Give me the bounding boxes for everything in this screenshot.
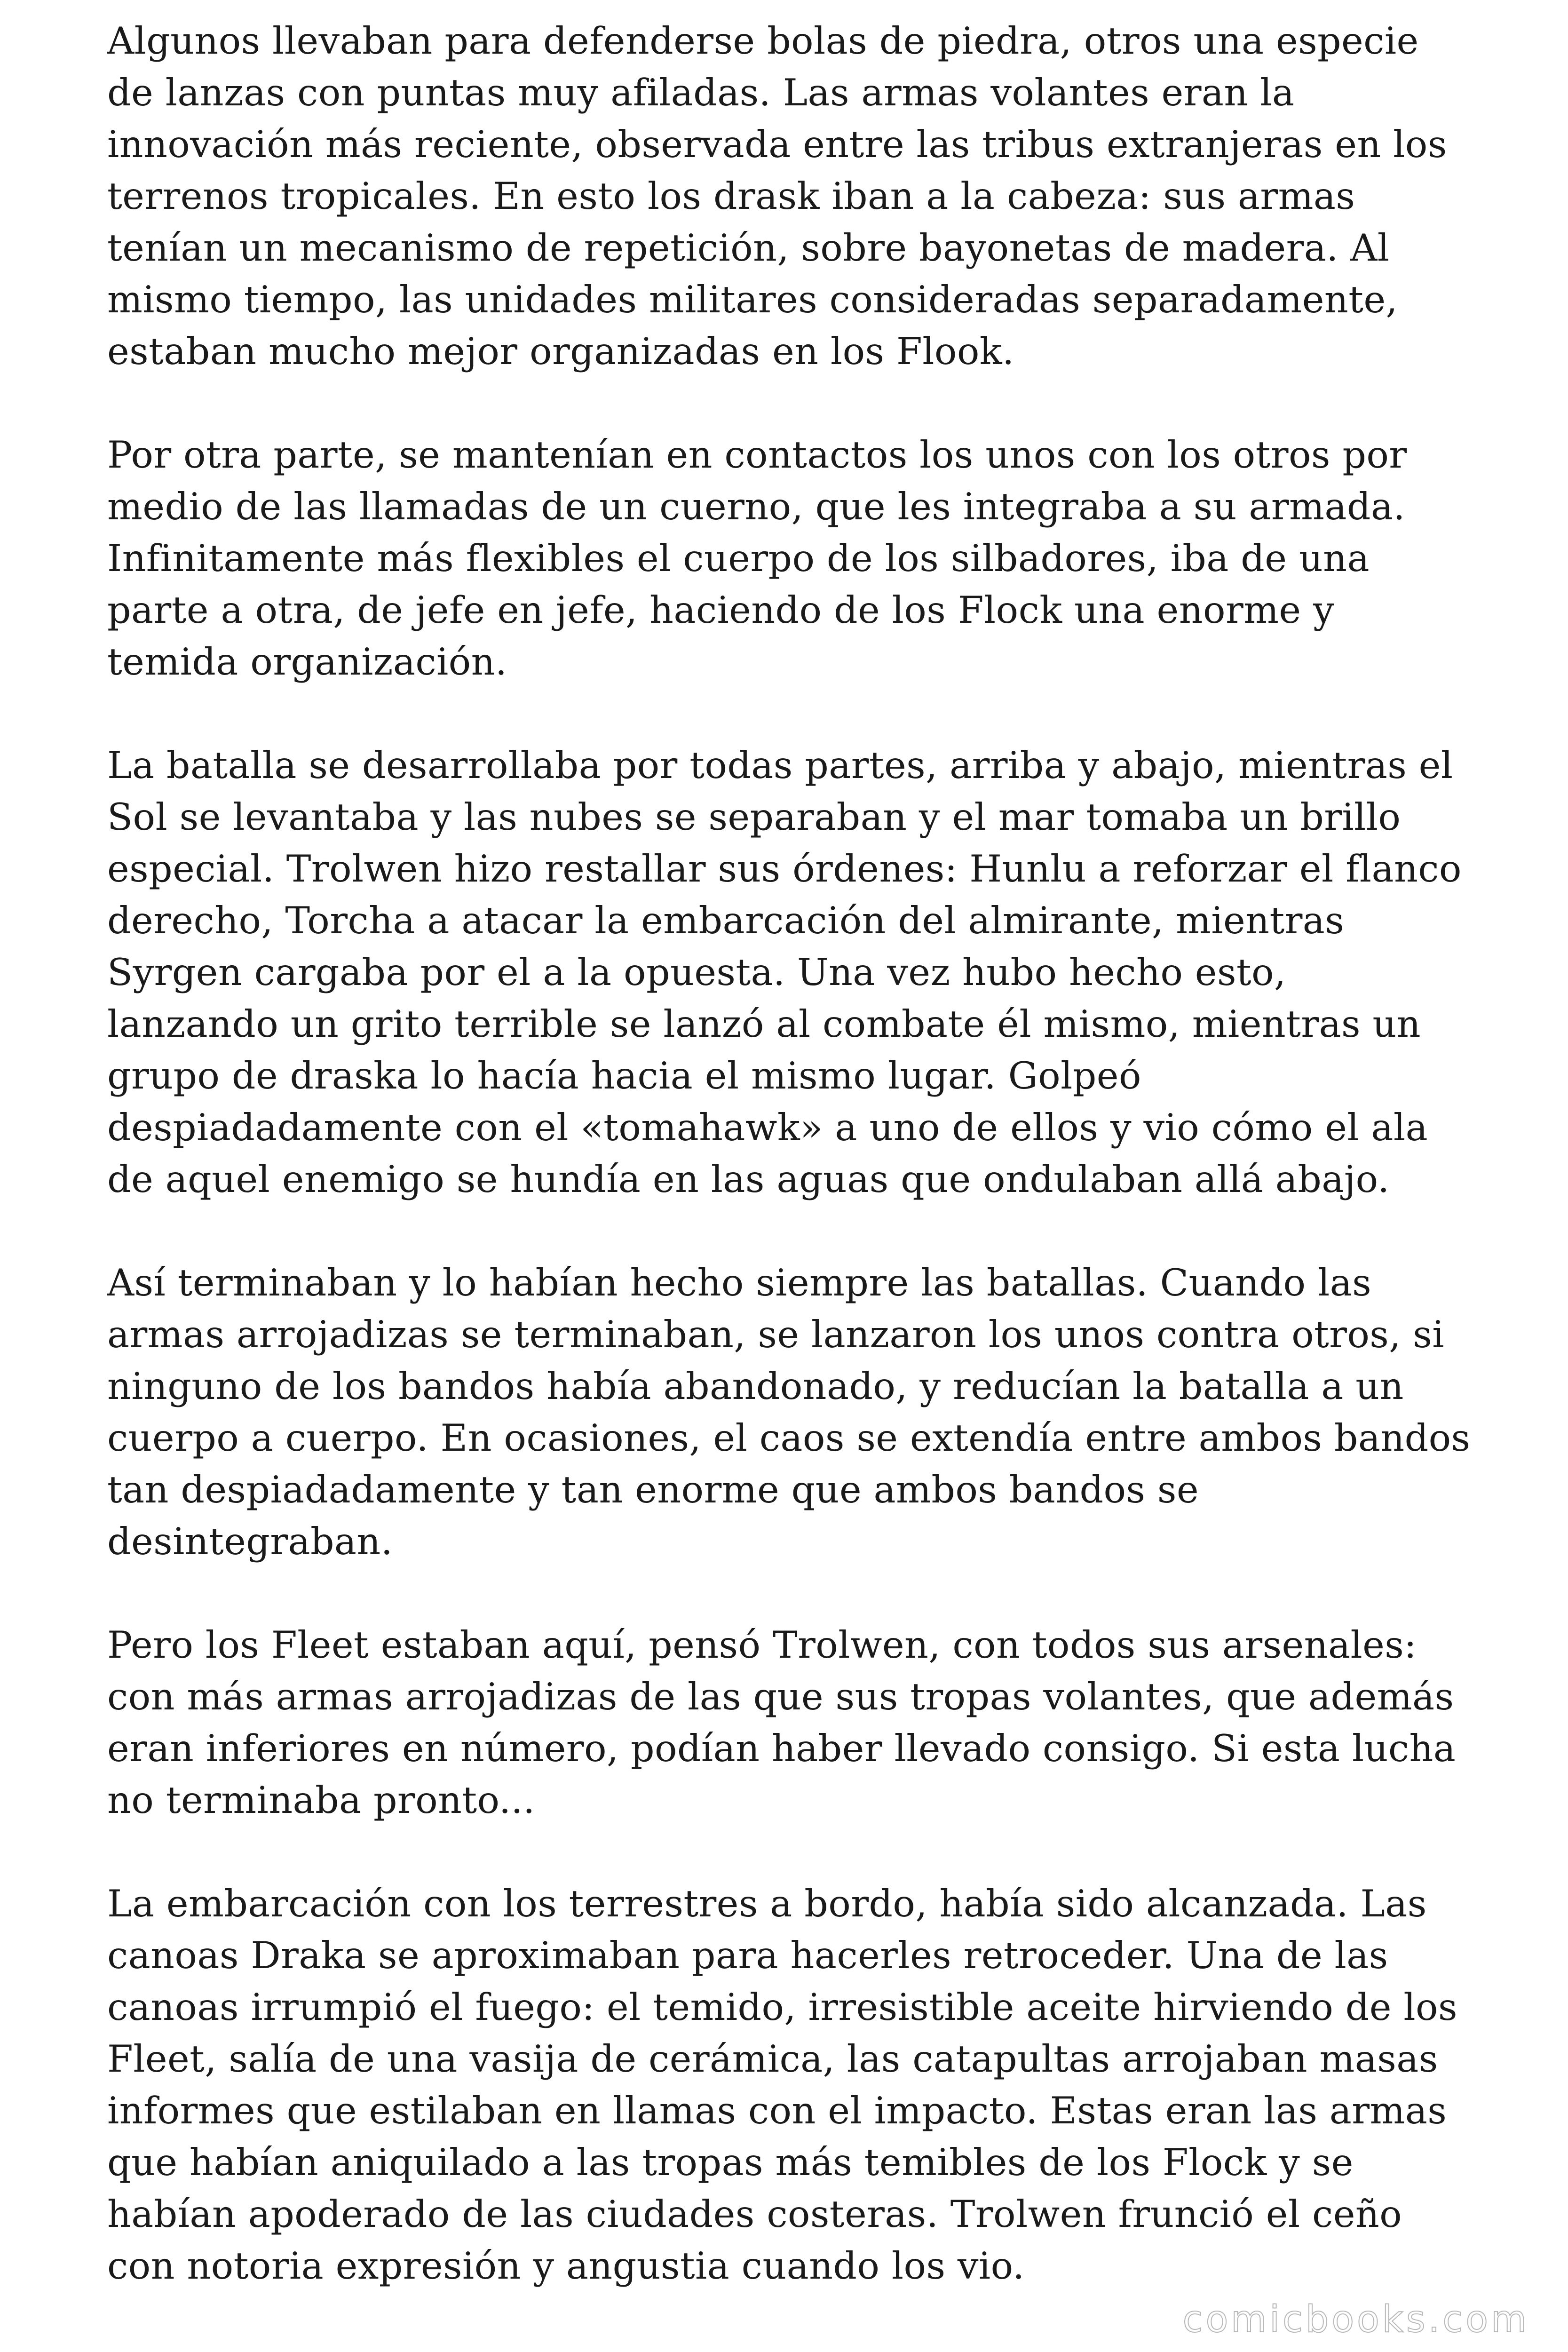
- text-line: canoas Draka se aproximaban para hacerles retroceder. Una de las: [107, 1934, 1388, 1977]
- body-text: [107, 15, 1471, 2344]
- text-line: Infinitamente más flexibles el cuerpo de los silbadores, iba de una: [107, 537, 1370, 580]
- text-line: estaban mucho mejor organizadas en los Flook.: [107, 330, 1014, 373]
- text-line: lanzando un grito terrible se lanzó al combate él mismo, mientras un: [107, 1002, 1421, 1046]
- text-line: habían apoderado de las ciudades costeras. Trolwen frunció el ceño: [107, 2193, 1402, 2236]
- text-line: Syrgen cargaba por el a la opuesta. Una vez hubo hecho esto,: [107, 951, 1286, 994]
- text-line: de aquel enemigo se hundía en las aguas que ondulaban allá abajo.: [107, 1158, 1390, 1201]
- paragraph: [107, 1257, 1471, 1567]
- paragraph: [107, 1878, 1471, 2292]
- text-line: terrenos tropicales. En esto los drask iban a la cabeza: sus armas: [107, 175, 1355, 218]
- text-line: derecho, Torcha a atacar la embarcación del almirante, mientras: [107, 899, 1345, 942]
- text-line: Así terminaban y lo habían hecho siempre las batallas. Cuando las: [107, 1261, 1372, 1304]
- text-line: desintegraban.: [107, 1520, 393, 1563]
- text-line: eran inferiores en número, podían haber llevado consigo. Si esta lucha: [107, 1727, 1456, 1770]
- text-line: La embarcación con los terrestres a bordo, había sido alcanzada. Las: [107, 1882, 1427, 1925]
- text-line: grupo de draska lo hacía hacia el mismo lugar. Golpeó: [107, 1054, 1141, 1097]
- paragraph: [107, 1619, 1471, 1826]
- text-line: mismo tiempo, las unidades militares consideradas separadamente,: [107, 278, 1398, 321]
- text-line: tenían un mecanismo de repetición, sobre bayonetas de madera. Al: [107, 226, 1390, 270]
- text-line: canoas irrumpió el fuego: el temido, irresistible aceite hirviendo de los: [107, 1986, 1457, 2029]
- text-line: parte a otra, de jefe en jefe, haciendo de los Flock una enorme y: [107, 588, 1335, 632]
- text-line: Sol se levantaba y las nubes se separaban y el mar tomaba un brillo: [107, 795, 1401, 839]
- text-line: Fleet, salía de una vasija de cerámica, las catapultas arrojaban masas: [107, 2037, 1438, 2081]
- text-line: Pero los Fleet estaban aquí, pensó Trolwen, con todos sus arsenales:: [107, 1623, 1417, 1667]
- text-line: medio de las llamadas de un cuerno, que les integraba a su armada.: [107, 485, 1405, 528]
- text-line: Por otra parte, se mantenían en contactos los unos con los otros por: [107, 433, 1407, 477]
- text-line: especial. Trolwen hizo restallar sus órdenes: Hunlu a reforzar el flanco: [107, 847, 1462, 890]
- text-line: que habían aniquilado a las tropas más temibles de los Flock y se: [107, 2141, 1354, 2184]
- paragraph: [107, 739, 1471, 1205]
- text-line: informes que estilaban en llamas con el impacto. Estas eran las armas: [107, 2089, 1447, 2132]
- text-line: tan despiadadamente y tan enorme que ambos bandos se: [107, 1468, 1199, 1511]
- text-line: con notoria expresión y angustia cuando los vio.: [107, 2244, 1025, 2288]
- site-watermark: comicbooks.com: [1182, 2298, 1529, 2341]
- text-line: con más armas arrojadizas de las que sus tropas volantes, que además: [107, 1675, 1454, 1718]
- text-line: de lanzas con puntas muy afiladas. Las armas volantes eran la: [107, 71, 1295, 114]
- paragraph: [107, 15, 1471, 377]
- text-line: Algunos llevaban para defenderse bolas de piedra, otros una especie: [107, 19, 1419, 63]
- text-line: innovación más reciente, observada entre las tribus extranjeras en los: [107, 123, 1447, 166]
- text-line: armas arrojadizas se terminaban, se lanzaron los unos contra otros, si: [107, 1313, 1444, 1356]
- text-line: temida organización.: [107, 640, 507, 683]
- paragraph: [107, 429, 1471, 688]
- text-line: despiadadamente con el «tomahawk» a uno de ellos y vio cómo el ala: [107, 1106, 1428, 1149]
- text-line: ninguno de los bandos había abandonado, y reducían la batalla a un: [107, 1365, 1404, 1408]
- text-line: La batalla se desarrollaba por todas partes, arriba y abajo, mientras el: [107, 744, 1453, 787]
- text-line: cuerpo a cuerpo. En ocasiones, el caos se extendía entre ambos bandos: [107, 1416, 1471, 1460]
- text-line: no terminaba pronto...: [107, 1779, 535, 1822]
